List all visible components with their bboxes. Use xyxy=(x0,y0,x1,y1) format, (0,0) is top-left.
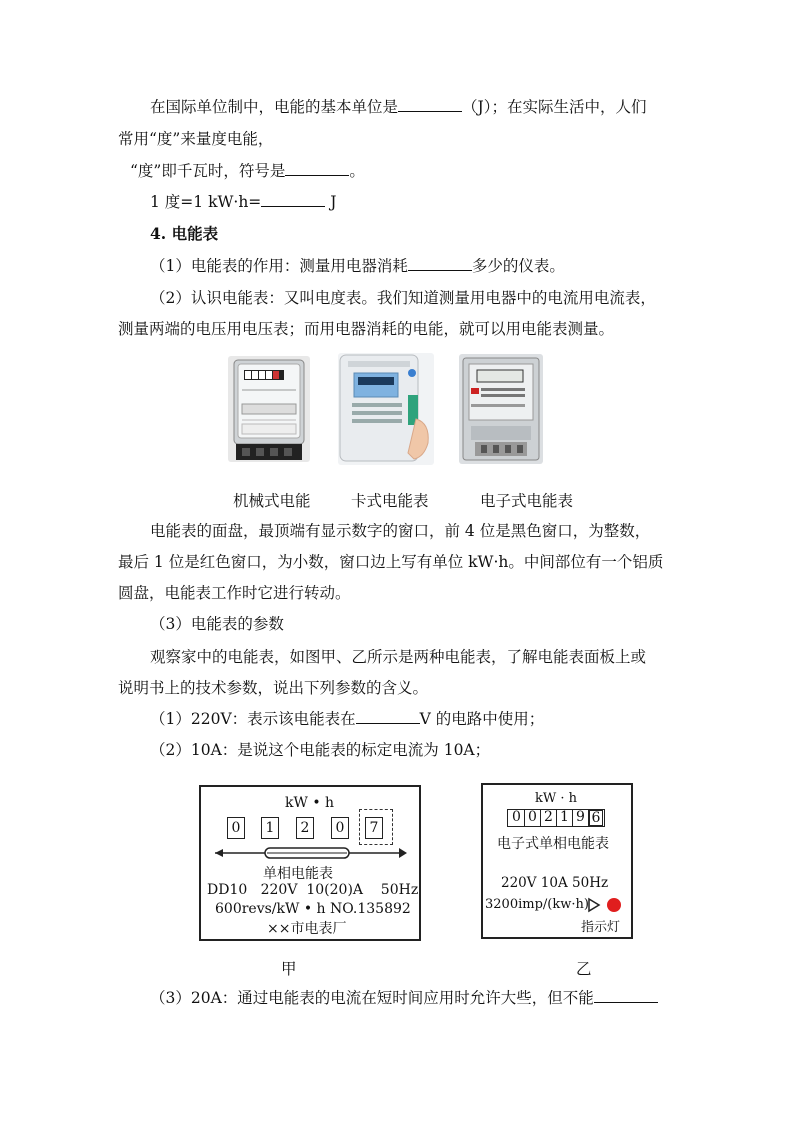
meter-yi-digit: 2 xyxy=(541,809,557,826)
meter-jia-maker: ××市电表厂 xyxy=(267,921,347,937)
section3-line1: 观察家中的电能表，如图甲、乙所示是两种电能表，了解电能表面板上或 xyxy=(150,648,647,666)
section3-item2: （2）10A：是说这个电能表的标定电流为 10A； xyxy=(150,741,491,759)
answer-blank[interactable] xyxy=(356,709,420,724)
answer-blank[interactable] xyxy=(398,97,462,112)
answer-blank[interactable] xyxy=(261,192,325,207)
figure-label-yi: 乙 xyxy=(576,960,592,978)
meter-yi-unit: kW · h xyxy=(535,791,578,806)
section3-line2: 说明书上的技术参数，说出下列参数的含义。 xyxy=(118,679,429,697)
text: （J）；在实际生活中，人们 xyxy=(462,98,647,116)
meter-jia-spec-1: DD10 220V 10(20)A 50Hz xyxy=(207,882,419,898)
mechanical-meter-photo xyxy=(228,356,310,462)
meter-jia-digit: 0 xyxy=(331,817,349,839)
text: （1）电能表的作用：测量用电器消耗 xyxy=(150,257,408,275)
para1-line4 xyxy=(150,192,336,212)
meter-yi-digit: 1 xyxy=(557,809,573,826)
text: 常用“度”来量度电能， xyxy=(118,130,274,148)
text: 在国际单位制中，电能的基本单位是 xyxy=(150,98,399,116)
subsection-heading: （3）电能表的参数 xyxy=(150,615,284,633)
answer-blank[interactable] xyxy=(285,161,349,176)
meter-jia-spec-2: 600revs/kW • h NO.135892 xyxy=(215,901,411,917)
section-heading: 4. 电能表 xyxy=(150,224,219,243)
para1-line3 xyxy=(130,161,365,181)
para1-line1 xyxy=(150,97,646,117)
meter-yi-digit: 0 xyxy=(509,809,525,826)
section4-item2-line2: 测量两端的电压用电压表；而用电器消耗的电能，就可以用电能表测量。 xyxy=(118,320,615,338)
text: “度”即千瓦时，符号是 xyxy=(130,162,286,180)
photo-caption-card: 卡式电能表 xyxy=(351,492,429,510)
meter-jia-name: 单相电能表 xyxy=(263,866,333,882)
text: J xyxy=(325,193,337,211)
answer-blank[interactable] xyxy=(408,256,472,271)
text: （1）220V：表示该电能表在 xyxy=(150,710,356,728)
meter-yi-digit-decimal: 6 xyxy=(589,810,603,826)
meter-yi-diagram xyxy=(481,783,633,939)
electronic-meter-photo xyxy=(459,354,543,464)
meter-jia-diagram xyxy=(199,785,421,941)
meter-yi-spec-1: 220V 10A 50Hz xyxy=(501,875,609,891)
figure-label-jia: 甲 xyxy=(281,960,297,978)
section3-item3 xyxy=(150,988,658,1008)
meter-yi-name: 电子式单相电能表 xyxy=(497,836,609,852)
para1-line2 xyxy=(118,129,273,149)
card-meter-image xyxy=(338,353,434,465)
text: （3）20A：通过电能表的电流在短时间应用时允许大些，但不能 xyxy=(150,989,594,1007)
section3-item1 xyxy=(150,709,544,729)
para2-line2: 最后 1 位是红色窗口，为小数，窗口边上写有单位 kW·h。中间部位有一个铝质 xyxy=(118,553,664,571)
answer-blank[interactable] xyxy=(594,988,658,1003)
meter-yi-spec-2: 3200imp/(kw·h) xyxy=(485,897,589,912)
para2-line3: 圆盘，电能表工作时它进行转动。 xyxy=(118,584,351,602)
meter-jia-digit: 7 xyxy=(365,817,383,839)
card-meter-photo xyxy=(338,353,434,465)
meter-jia-unit: kW • h xyxy=(285,795,335,811)
text: 。 xyxy=(349,162,365,180)
text: V 的电路中使用； xyxy=(419,710,545,728)
meter-jia-digit: 2 xyxy=(296,817,314,839)
section4-item1 xyxy=(150,256,565,276)
photo-caption-electronic: 电子式电能表 xyxy=(480,492,574,510)
electronic-meter-image xyxy=(459,354,543,464)
text: 1 度=1 kW·h= xyxy=(150,193,262,211)
meter-jia-digit: 1 xyxy=(261,817,279,839)
para2-line1: 电能表的面盘，最顶端有显示数字的窗口，前 4 位是黑色窗口，为整数， xyxy=(150,522,651,540)
meter-yi-digit: 0 xyxy=(525,809,541,826)
meter-jia-disc-arrow xyxy=(213,845,407,861)
meter-yi-indicator-label: 指示灯 xyxy=(581,920,621,935)
meter-yi-indicator-light xyxy=(587,896,627,914)
meter-yi-digit: 9 xyxy=(573,809,589,826)
section4-item2-line1: （2）认识电能表：又叫电度表。我们知道测量用电器中的电流用电流表， xyxy=(150,289,656,307)
text: 多少的仪表。 xyxy=(471,257,565,275)
photo-caption-mechanical: 机械式电能 xyxy=(233,492,311,510)
meter-jia-digit: 0 xyxy=(227,817,245,839)
mechanical-meter-image xyxy=(228,356,310,462)
